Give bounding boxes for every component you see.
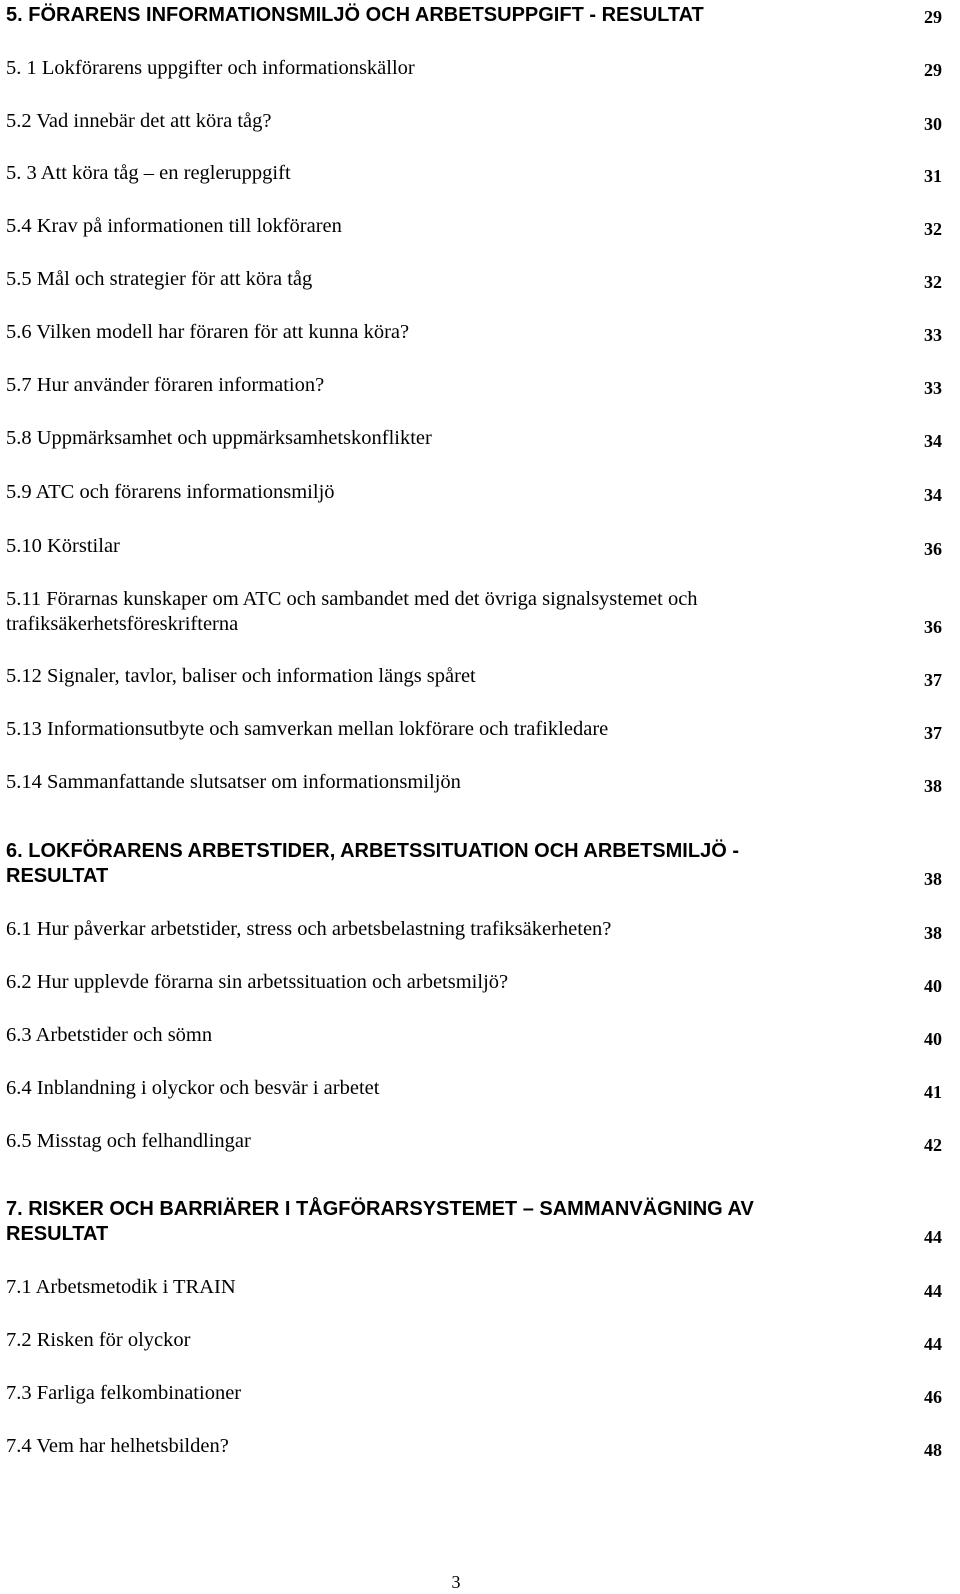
toc-page-number: 38 (924, 923, 942, 943)
toc-page-number: 36 (924, 539, 942, 559)
toc-page-number: 40 (924, 976, 942, 996)
toc-entry-label: 5.9 ATC och förarens informationsmiljö (6, 481, 335, 503)
toc-entry-label: 6.3 Arbetstider och sömn (6, 1024, 213, 1046)
toc-entry-label: 5. 3 Att köra tåg – en regleruppgift (6, 162, 291, 184)
toc-entry-label: 5.5 Mål och strategier för att köra tåg (6, 268, 313, 290)
toc-entry-label: 5.8 Uppmärksamhet och uppmärksamhetskonflikter (6, 427, 432, 449)
toc-entry-label: 6.4 Inblandning i olyckor och besvär i arbetet (6, 1077, 380, 1099)
toc-page-number: 37 (924, 723, 942, 743)
toc-page-number: 48 (924, 1440, 942, 1460)
toc-entry-label: 5.14 Sammanfattande slutsatser om informationsmiljön (6, 771, 461, 793)
toc-entry-label: 7.3 Farliga felkombinationer (6, 1382, 242, 1404)
toc-page-number: 41 (924, 1082, 942, 1102)
footer-page-number: 3 (451, 1572, 461, 1592)
toc-page-number: 42 (924, 1135, 942, 1155)
toc-entry-label: 7.2 Risken för olyckor (6, 1329, 191, 1351)
toc-entry-label: 5.13 Informationsutbyte och samverkan mellan lokförare och trafikledare (6, 718, 609, 740)
toc-chapter-title-continued: RESULTAT (6, 865, 109, 887)
toc-entry-label: 5.7 Hur använder föraren information? (6, 374, 325, 396)
toc-entry-label: 7.1 Arbetsmetodik i TRAIN (6, 1276, 236, 1298)
toc-chapter-title: 6. LOKFÖRARENS ARBETSTIDER, ARBETSSITUATION OCH ARBETSMILJÖ - (6, 840, 739, 862)
toc-page-number: 40 (924, 1029, 942, 1049)
toc-page-number: 32 (924, 219, 942, 239)
toc-chapter-title-continued: RESULTAT (6, 1223, 109, 1245)
toc-entry-label: 5.10 Körstilar (6, 535, 120, 557)
toc-entry-label: 5.6 Vilken modell har föraren för att kunna köra? (6, 321, 410, 343)
toc-page-number: 44 (924, 1227, 942, 1247)
toc-entry-label: 6.1 Hur påverkar arbetstider, stress och arbetsbelastning trafiksäkerheten? (6, 918, 612, 940)
toc-page-number: 36 (924, 617, 942, 637)
toc-page-number: 34 (924, 485, 942, 505)
toc-page-number: 38 (924, 869, 942, 889)
toc-page-number: 38 (924, 776, 942, 796)
toc-page-number: 37 (924, 670, 942, 690)
toc-chapter-title: 7. RISKER OCH BARRIÄRER I TÅGFÖRARSYSTEMET – SAMMANVÄGNING AV (6, 1198, 754, 1220)
toc-entry-label: 6.5 Misstag och felhandlingar (6, 1130, 251, 1152)
toc-entry-label: 5.2 Vad innebär det att köra tåg? (6, 110, 272, 132)
toc-page-number: 29 (924, 60, 942, 80)
toc-page-number: 46 (924, 1387, 942, 1407)
toc-entry-label-continued: trafiksäkerhetsföreskrifterna (6, 613, 239, 635)
toc-entry-label: 5.12 Signaler, tavlor, baliser och information längs spåret (6, 665, 476, 687)
toc-page-number: 34 (924, 431, 942, 451)
toc-page-number: 33 (924, 378, 942, 398)
toc-page-number: 31 (924, 166, 942, 186)
toc-entry-label: 7.4 Vem har helhetsbilden? (6, 1435, 229, 1457)
toc-entry-label: 5. 1 Lokförarens uppgifter och informationskällor (6, 57, 415, 79)
toc-page-number: 32 (924, 272, 942, 292)
toc-entry-label: 5.4 Krav på informationen till lokföraren (6, 215, 342, 237)
toc-entry-label: 5.11 Förarnas kunskaper om ATC och sambandet med det övriga signalsystemet och (6, 588, 698, 610)
toc-page-number: 33 (924, 325, 942, 345)
toc-page-number: 44 (924, 1281, 942, 1301)
toc-entry-label: 6.2 Hur upplevde förarna sin arbetssituation och arbetsmiljö? (6, 971, 509, 993)
toc-page-number: 44 (924, 1334, 942, 1354)
toc-chapter-title: 5. FÖRARENS INFORMATIONSMILJÖ OCH ARBETSUPPGIFT - RESULTAT (6, 4, 704, 26)
toc-page-number: 30 (924, 114, 942, 134)
toc-page-number: 29 (924, 7, 942, 27)
